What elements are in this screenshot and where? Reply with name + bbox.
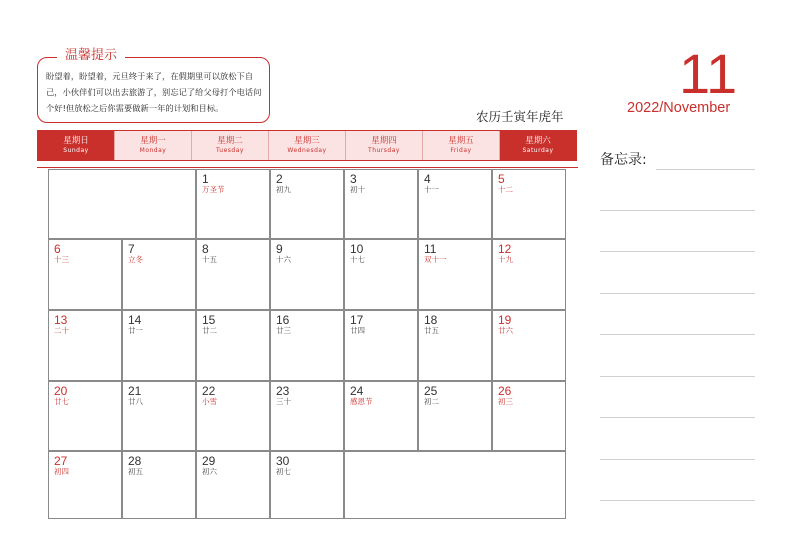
weekday-en-label: Tuesday (216, 147, 244, 154)
day-cell[interactable] (122, 310, 196, 381)
weekday-tuesday (192, 131, 269, 160)
header-divider (37, 167, 578, 168)
day-cell[interactable] (270, 381, 344, 451)
day-number: 12 (498, 242, 512, 256)
lunar-date: 廿七 (54, 397, 69, 406)
day-number: 10 (350, 242, 364, 256)
lunar-date: 十一 (424, 185, 439, 194)
weekday-cn-label: 星期日 (63, 136, 89, 146)
tip-title: 温馨提示 (57, 47, 125, 65)
weekday-cn-label: 星期三 (294, 136, 320, 146)
lunar-date: 廿四 (350, 326, 365, 335)
weekday-en-label: Friday (450, 147, 472, 154)
memo-line[interactable] (600, 376, 755, 377)
weekday-en-label: Wednesday (287, 147, 327, 154)
day-cell[interactable] (492, 381, 566, 451)
lunar-date: 廿八 (128, 397, 143, 406)
day-number: 29 (202, 454, 216, 468)
day-cell[interactable] (122, 239, 196, 310)
day-number: 8 (202, 242, 209, 256)
day-number: 4 (424, 172, 431, 186)
lunar-date: 十三 (54, 255, 69, 264)
weekday-en-label: Sunday (63, 147, 89, 154)
weekday-cn-label: 星期四 (371, 136, 397, 146)
weekday-header (37, 130, 577, 161)
weekday-wednesday (269, 131, 346, 160)
day-number: 20 (54, 384, 68, 398)
lunar-date: 初九 (276, 185, 291, 194)
day-cell[interactable] (196, 239, 270, 310)
lunar-date: 初六 (202, 467, 217, 476)
memo-label: 备忘录: (600, 152, 647, 168)
day-cell[interactable] (492, 239, 566, 310)
lunar-date: 二十 (54, 326, 69, 335)
memo-line[interactable] (600, 417, 755, 418)
lunar-date: 廿五 (424, 326, 439, 335)
day-cell[interactable] (122, 451, 196, 519)
day-cell[interactable] (270, 451, 344, 519)
day-cell[interactable] (492, 169, 566, 239)
day-number: 30 (276, 454, 290, 468)
memo-line[interactable] (656, 169, 755, 170)
weekday-saturday (500, 131, 576, 160)
lunar-date: 初三 (498, 397, 513, 406)
day-cell[interactable] (48, 239, 122, 310)
weekday-en-label: Thursday (368, 147, 400, 154)
lunar-date: 廿一 (128, 326, 143, 335)
lunar-date: 初七 (276, 467, 291, 476)
empty-day-cell (344, 451, 566, 519)
weekday-monday (115, 131, 192, 160)
day-cell[interactable] (344, 239, 418, 310)
day-cell[interactable] (418, 381, 492, 451)
day-cell[interactable] (270, 169, 344, 239)
day-cell[interactable] (418, 239, 492, 310)
memo-line[interactable] (600, 334, 755, 335)
day-cell[interactable] (492, 310, 566, 381)
day-number: 22 (202, 384, 216, 398)
lunar-date: 万圣节 (202, 185, 225, 194)
lunar-date: 初二 (424, 397, 439, 406)
weekday-en-label: Saturday (522, 147, 554, 154)
lunar-date: 十六 (276, 255, 291, 264)
weekday-friday (423, 131, 500, 160)
lunar-date: 初四 (54, 467, 69, 476)
weekday-thursday (346, 131, 423, 160)
weekday-sunday (38, 131, 115, 160)
day-number: 21 (128, 384, 142, 398)
memo-line[interactable] (600, 251, 755, 252)
day-cell[interactable] (196, 451, 270, 519)
memo-line[interactable] (600, 293, 755, 294)
day-number: 15 (202, 313, 216, 327)
weekday-cn-label: 星期一 (140, 136, 166, 146)
day-cell[interactable] (418, 169, 492, 239)
day-number: 13 (54, 313, 68, 327)
day-cell[interactable] (196, 169, 270, 239)
day-number: 7 (128, 242, 135, 256)
day-number: 9 (276, 242, 283, 256)
day-number: 5 (498, 172, 505, 186)
day-number: 16 (276, 313, 290, 327)
day-cell[interactable] (344, 169, 418, 239)
day-cell[interactable] (48, 381, 122, 451)
day-cell[interactable] (418, 310, 492, 381)
lunar-year: 农历壬寅年虎年 (476, 109, 564, 124)
day-number: 24 (350, 384, 364, 398)
day-cell[interactable] (48, 310, 122, 381)
lunar-date: 双十一 (424, 255, 447, 264)
day-cell[interactable] (344, 310, 418, 381)
day-number: 2 (276, 172, 283, 186)
weekday-cn-label: 星期五 (448, 136, 474, 146)
lunar-date: 十二 (498, 185, 513, 194)
day-cell[interactable] (270, 310, 344, 381)
day-number: 11 (424, 242, 437, 256)
lunar-date: 十九 (498, 255, 513, 264)
day-number: 25 (424, 384, 438, 398)
month-label: 2022/November (627, 100, 731, 116)
lunar-date: 廿六 (498, 326, 513, 335)
empty-day-cell (48, 169, 196, 239)
day-number: 1 (202, 172, 209, 186)
lunar-date: 三十 (276, 397, 291, 406)
day-cell[interactable] (48, 451, 122, 519)
day-number: 3 (350, 172, 357, 186)
day-number: 6 (54, 242, 61, 256)
lunar-date: 十五 (202, 255, 217, 264)
day-cell[interactable] (344, 381, 418, 451)
memo-line[interactable] (600, 459, 755, 460)
day-cell[interactable] (122, 381, 196, 451)
weekday-cn-label: 星期二 (217, 136, 243, 146)
day-number: 19 (498, 313, 512, 327)
lunar-date: 初五 (128, 467, 143, 476)
tip-body: 盼望着，盼望着，元旦终于来了，在假期里可以放松下自己，小伙伴们可以出去旅游了，别忘记了给父母打个电话问个好!但放松之后你需要做新一年的计划和目标。 (46, 71, 262, 113)
lunar-date: 立冬 (128, 255, 143, 264)
lunar-date: 初十 (350, 185, 365, 194)
day-number: 14 (128, 313, 142, 327)
memo-line[interactable] (600, 500, 755, 501)
day-cell[interactable] (196, 310, 270, 381)
memo-line[interactable] (600, 210, 755, 211)
day-cell[interactable] (270, 239, 344, 310)
day-number: 26 (498, 384, 512, 398)
lunar-date: 十七 (350, 255, 365, 264)
day-number: 27 (54, 454, 68, 468)
day-cell[interactable] (196, 381, 270, 451)
lunar-date: 廿二 (202, 326, 217, 335)
day-number: 17 (350, 313, 364, 327)
calendar-grid (48, 169, 566, 519)
day-number: 28 (128, 454, 142, 468)
day-number: 23 (276, 384, 290, 398)
lunar-date: 廿三 (276, 326, 291, 335)
month-number: 11 (679, 42, 738, 105)
lunar-date: 小雪 (202, 397, 217, 406)
weekday-en-label: Monday (139, 147, 167, 154)
weekday-cn-label: 星期六 (525, 136, 551, 146)
day-number: 18 (424, 313, 438, 327)
lunar-date: 感恩节 (350, 397, 373, 406)
